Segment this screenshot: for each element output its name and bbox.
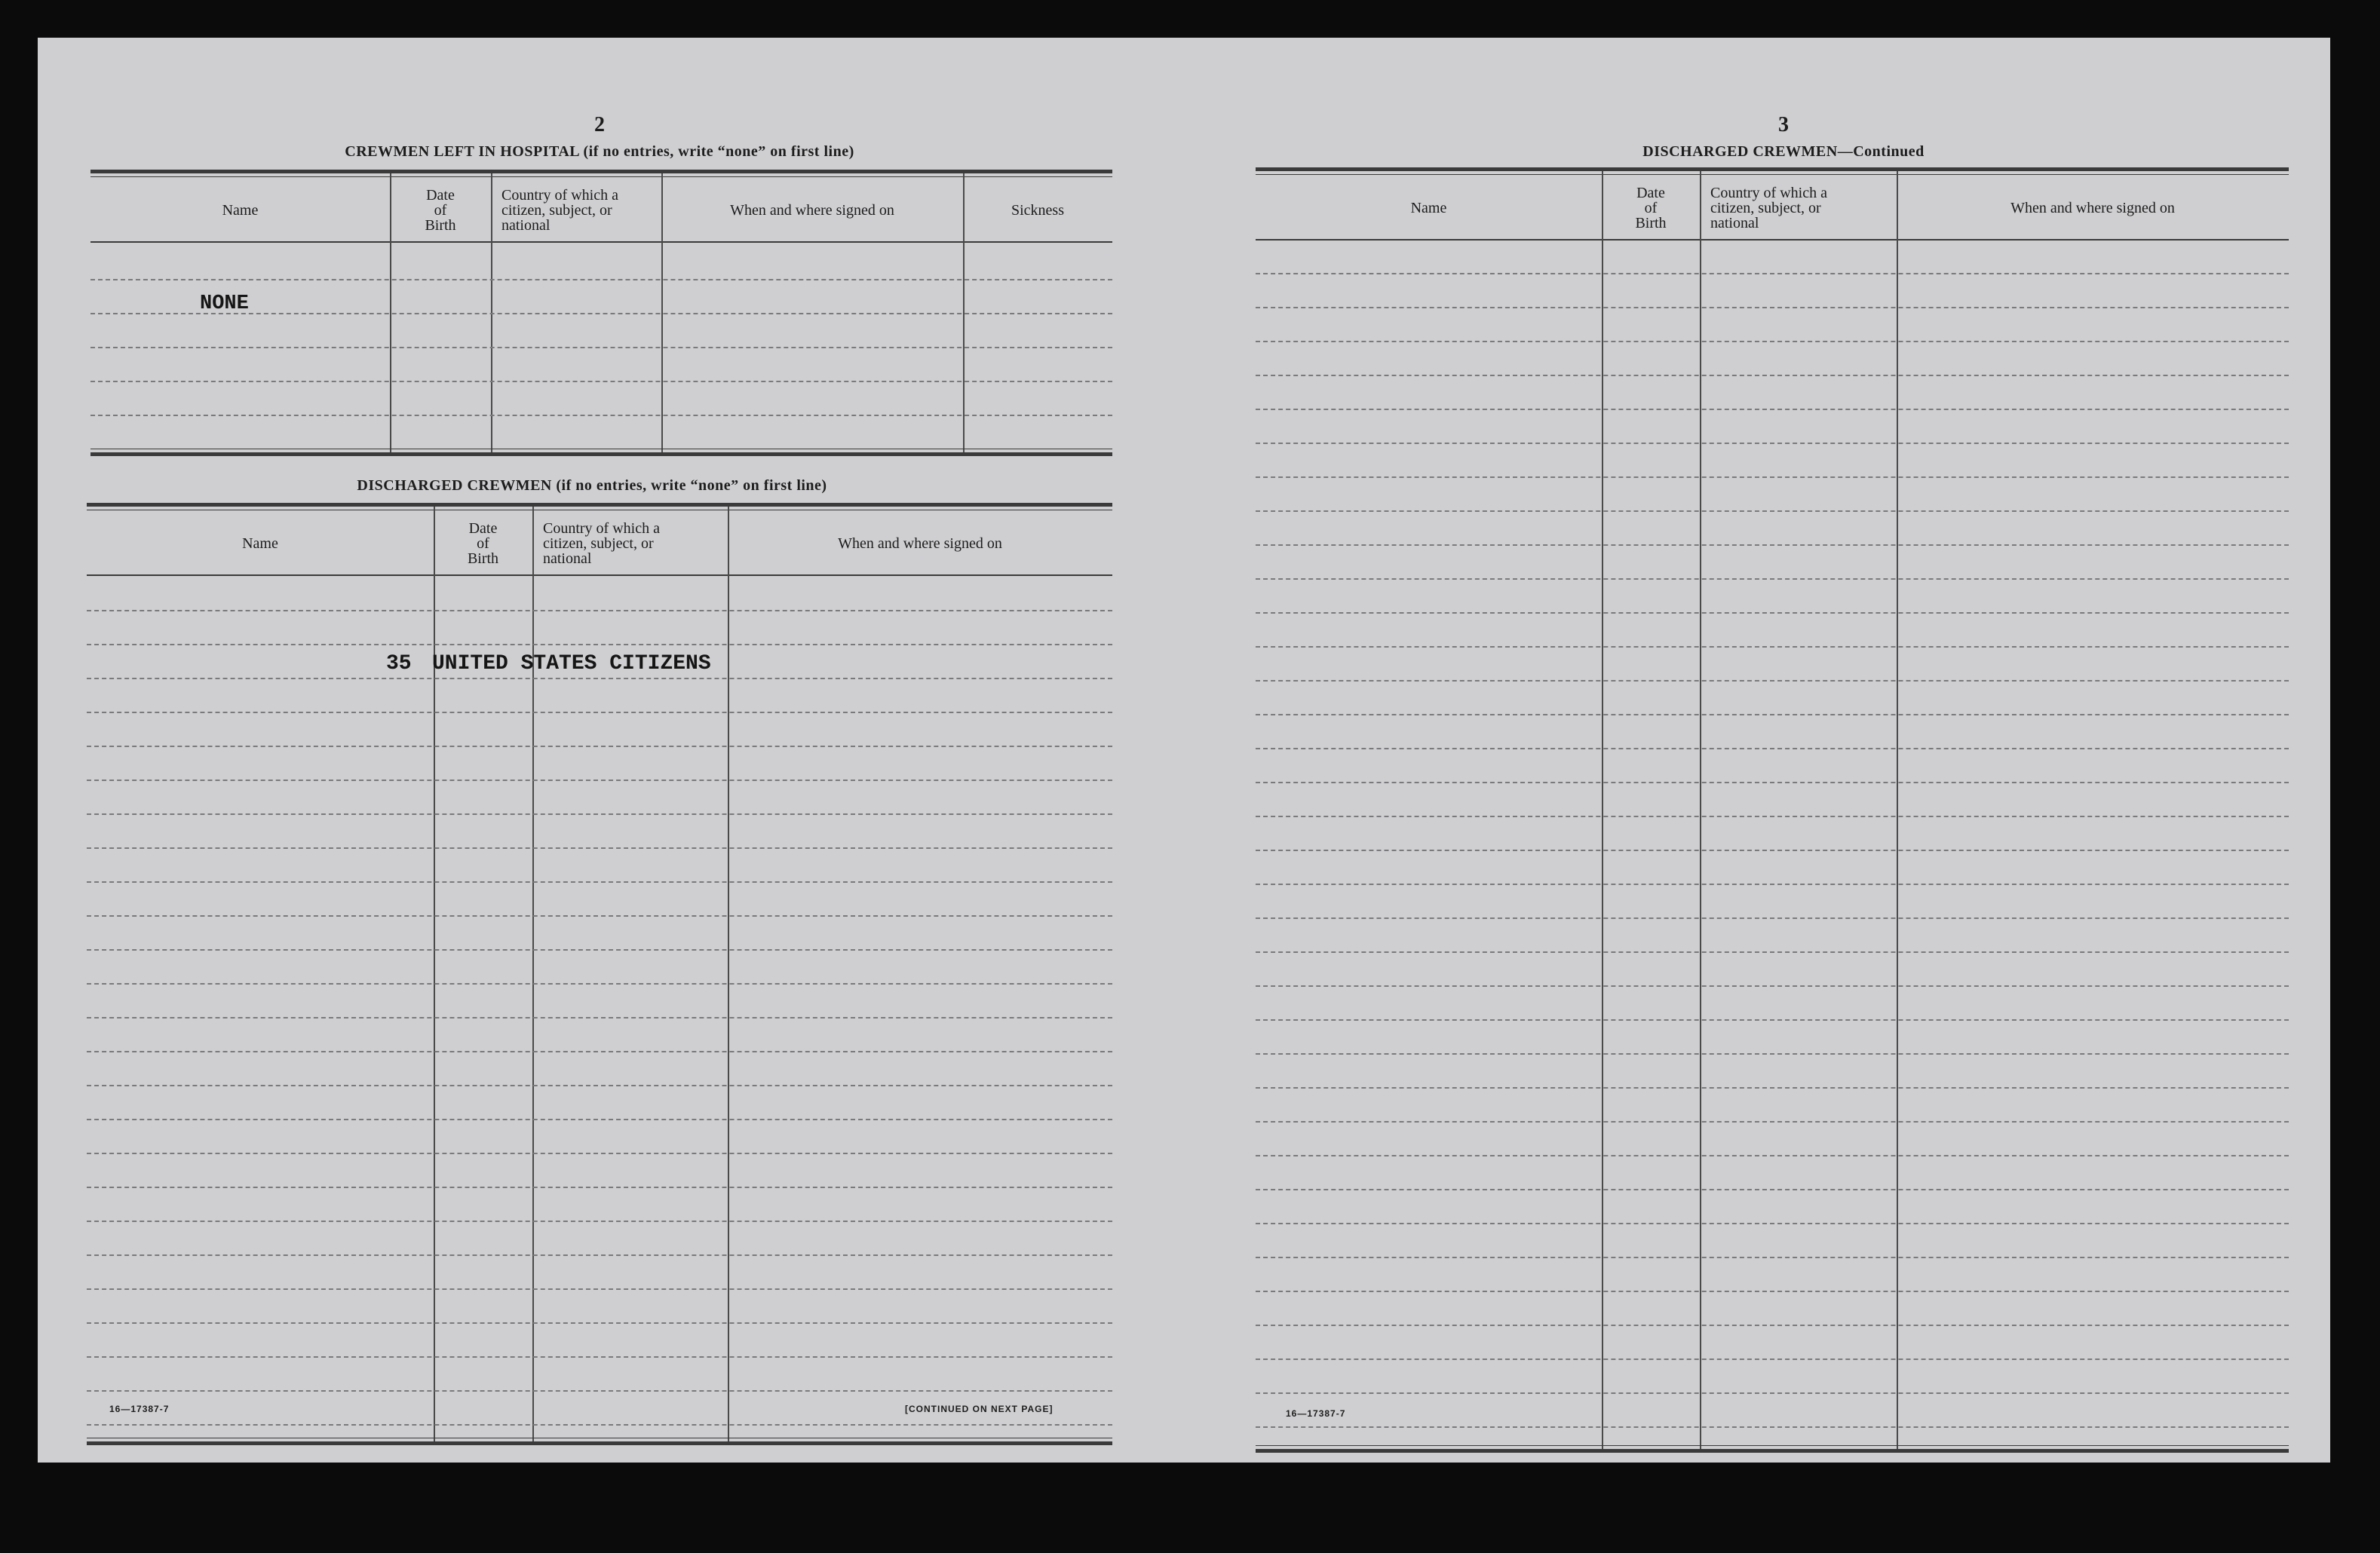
entry-line <box>1256 1087 2289 1089</box>
entry-line <box>1256 1053 2289 1055</box>
entry-line <box>87 780 1112 781</box>
entry-line <box>1256 510 2289 512</box>
entry-line <box>87 1356 1112 1358</box>
column-divider <box>434 507 435 1441</box>
header-signed-on: When and where signed on <box>730 202 894 219</box>
entry-line <box>1256 646 2289 648</box>
entry-line <box>1256 850 2289 851</box>
entry-line <box>1256 409 2289 410</box>
entry-line <box>1256 1325 2289 1326</box>
entry-line <box>87 746 1112 747</box>
entry-line <box>1256 375 2289 376</box>
entry-line <box>87 1119 1112 1120</box>
right-page <box>1184 38 2330 1463</box>
header-name: Name <box>242 535 278 552</box>
entry-line <box>87 915 1112 917</box>
header-country: Country of which a citizen, subject, or national <box>543 520 660 567</box>
entry-line <box>1256 307 2289 308</box>
hospital-section-title: CREWMEN LEFT IN HOSPITAL (if no entries, write “none” on first line) <box>345 143 854 160</box>
column-divider <box>532 507 534 1441</box>
entry-line <box>1256 443 2289 444</box>
entry-line <box>1256 884 2289 885</box>
entry-line <box>1256 612 2289 614</box>
entry-line <box>1256 1392 2289 1394</box>
entry-line <box>1256 341 2289 342</box>
header-name: Name <box>222 202 259 219</box>
column-divider <box>728 507 729 1441</box>
entry-line <box>1256 951 2289 953</box>
page-number: 2 <box>594 113 605 136</box>
entry-line <box>1256 748 2289 749</box>
discharged-continued-header <box>1256 177 2289 240</box>
page-number: 3 <box>1778 113 1789 136</box>
discharged-entry-text: UNITED STATES CITIZENS <box>432 652 711 675</box>
form-code: 16—17387-7 <box>1286 1408 1346 1419</box>
entry-line <box>87 1187 1112 1188</box>
entry-line <box>87 881 1112 883</box>
entry-line <box>87 610 1112 611</box>
header-date-of-birth: Date of Birth <box>467 520 499 567</box>
continued-note: [CONTINUED ON NEXT PAGE] <box>905 1404 1054 1414</box>
header-signed-on: When and where signed on <box>838 535 1002 552</box>
discharged-table-header <box>87 513 1112 576</box>
entry-line <box>87 1153 1112 1154</box>
entry-line <box>87 949 1112 951</box>
entry-line <box>87 1322 1112 1324</box>
header-date-of-birth: Date of Birth <box>425 187 456 234</box>
entry-line <box>87 1254 1112 1256</box>
discharged-entry-count: 35 <box>386 652 412 675</box>
discharged-continued-table <box>1256 167 2289 1453</box>
entry-line <box>90 381 1112 382</box>
entry-line <box>1256 680 2289 682</box>
entry-line <box>87 1017 1112 1018</box>
entry-line <box>90 279 1112 280</box>
entry-line <box>1256 1155 2289 1156</box>
entry-line <box>87 678 1112 679</box>
entry-line <box>87 1424 1112 1426</box>
hospital-entry-none: NONE <box>200 293 249 315</box>
header-sickness: Sickness <box>1011 202 1064 219</box>
form-code: 16—17387-7 <box>109 1404 170 1414</box>
entry-line <box>87 1051 1112 1052</box>
entry-line <box>1256 1291 2289 1292</box>
entry-line <box>90 347 1112 348</box>
entry-line <box>1256 1189 2289 1190</box>
entry-line <box>1256 1426 2289 1428</box>
discharged-table <box>87 503 1112 1445</box>
document-sheet <box>38 38 2330 1463</box>
entry-line <box>1256 782 2289 783</box>
hospital-table-header <box>90 179 1112 243</box>
entry-line <box>1256 714 2289 715</box>
entry-line <box>87 1085 1112 1086</box>
entry-line <box>1256 816 2289 817</box>
entry-line <box>87 983 1112 985</box>
entry-line <box>1256 578 2289 580</box>
header-date-of-birth: Date of Birth <box>1635 185 1667 231</box>
entry-line <box>87 813 1112 815</box>
discharged-continued-title: DISCHARGED CREWMEN—Continued <box>1642 143 1925 160</box>
entry-line <box>1256 1223 2289 1224</box>
left-page <box>38 38 1184 1463</box>
entry-line <box>1256 1121 2289 1123</box>
entry-line <box>1256 1358 2289 1360</box>
entry-line <box>87 712 1112 713</box>
entry-line <box>90 415 1112 416</box>
entry-line <box>1256 985 2289 987</box>
entry-line <box>87 1390 1112 1392</box>
discharged-section-title: DISCHARGED CREWMEN (if no entries, write “none” on first line) <box>357 477 827 494</box>
header-country: Country of which a citizen, subject, or national <box>501 187 618 234</box>
header-name: Name <box>1410 200 1447 216</box>
entry-line <box>87 1288 1112 1290</box>
header-signed-on: When and where signed on <box>2010 200 2175 216</box>
entry-line <box>87 847 1112 849</box>
entry-line <box>87 644 1112 645</box>
entry-line <box>1256 544 2289 546</box>
header-country: Country of which a citizen, subject, or national <box>1710 185 1827 231</box>
entry-line <box>1256 1019 2289 1021</box>
entry-line <box>1256 273 2289 274</box>
entry-line <box>87 1221 1112 1222</box>
entry-line <box>1256 917 2289 919</box>
entry-line <box>1256 1257 2289 1258</box>
entry-line <box>1256 476 2289 478</box>
